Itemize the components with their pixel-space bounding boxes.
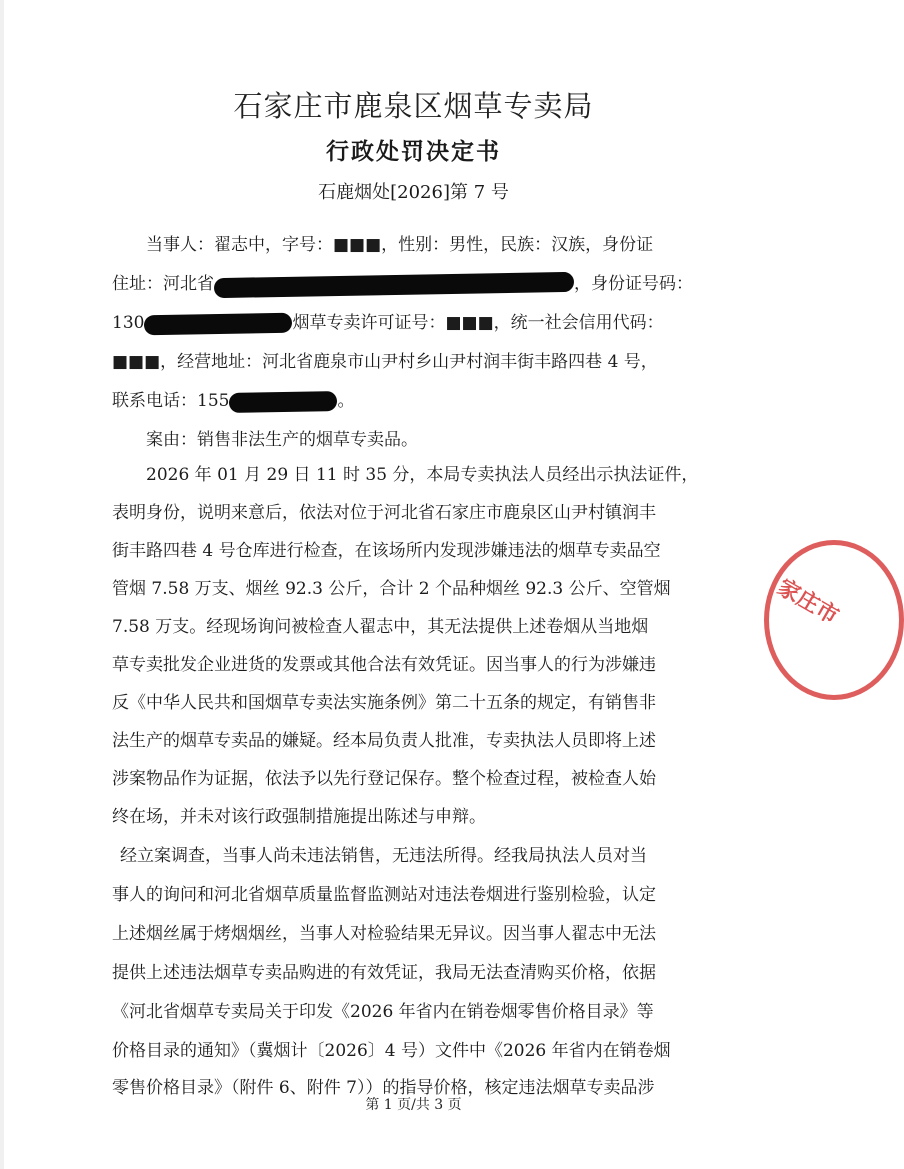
paragraph-line: 草专卖批发企业进货的发票或其他合法有效凭证。因当事人的行为涉嫌违 bbox=[112, 655, 656, 675]
paragraph-line: 零售价格目录》（附件 6、附件 7））的指导价格，核定违法烟草专卖品涉 bbox=[112, 1078, 655, 1098]
paragraph-line: 《河北省烟草专卖局关于印发《2026 年省内在销卷烟零售价格目录》等 bbox=[112, 1002, 654, 1022]
address-prefix: 住址：河北省 bbox=[112, 274, 214, 294]
paragraph-line: 事人的询问和河北省烟草质量监督监测站对违法卷烟进行鉴别检验，认定 bbox=[112, 885, 656, 905]
seal-text: 家庄市 bbox=[772, 574, 844, 630]
party-info-text: 当事人：翟志中，字号：■■■，性别：男性，民族：汉族，身份证 bbox=[146, 235, 654, 255]
business-address-line bbox=[112, 345, 658, 379]
paragraph-line: 反《中华人民共和国烟草专卖法实施条例》第二十五条的规定，有销售非 bbox=[112, 693, 656, 713]
id-number-label: ，身份证号码： bbox=[574, 274, 693, 294]
id-license-line bbox=[112, 306, 664, 340]
org-title: 石家庄市鹿泉区烟草专卖局 bbox=[233, 89, 594, 123]
paragraph-line: 提供上述违法烟草专卖品购进的有效凭证，我局无法查清购买价格，依据 bbox=[112, 963, 656, 983]
paragraph-line: 价格目录的通知》（冀烟计〔2026〕4 号）文件中《2026 年省内在销卷烟 bbox=[112, 1041, 671, 1061]
paragraph-line: 上述烟丝属于烤烟烟丝，当事人对检验结果无异议。因当事人翟志中无法 bbox=[112, 924, 656, 944]
redaction-address bbox=[214, 271, 574, 297]
scan-edge-left bbox=[0, 0, 4, 1169]
party-info-line bbox=[146, 228, 653, 262]
paragraph-line: 终在场，并未对该行政强制措施提出陈述与申辩。 bbox=[112, 807, 486, 827]
paragraph-line: 表明身份，说明来意后，依法对位于河北省石家庄市鹿泉区山尹村镇润丰 bbox=[112, 503, 656, 523]
document-title: 行政处罚决定书 bbox=[326, 138, 501, 165]
license-text: 烟草专卖许可证号：■■■，统一社会信用代码： bbox=[292, 313, 664, 333]
business-address-text: ■■■，经营地址：河北省鹿泉市山尹村乡山尹村润丰街丰路四巷 4 号， bbox=[112, 352, 658, 372]
phone-line bbox=[112, 384, 354, 418]
paragraph-line: 2026 年 01 月 29 日 11 时 35 分，本局专卖执法人员经出示执法证件， bbox=[146, 465, 699, 485]
case-reason: 案由：销售非法生产的烟草专卖品。 bbox=[146, 430, 418, 450]
id-number-prefix: 130 bbox=[112, 313, 145, 333]
paragraph-line: 7.58 万支。经现场询问被检查人翟志中，其无法提供上述卷烟从当地烟 bbox=[112, 617, 649, 637]
redaction-id-number bbox=[144, 312, 292, 335]
official-seal bbox=[764, 540, 904, 700]
paragraph-line: 涉案物品作为证据，依法予以先行登记保存。整个检查过程，被检查人始 bbox=[112, 769, 656, 789]
page-footer: 第 1 页/共 3 页 bbox=[365, 1097, 462, 1113]
document-number: 石鹿烟处[2026]第 7 号 bbox=[318, 182, 509, 203]
paragraph-line: 经立案调查，当事人尚未违法销售，无违法所得。经我局执法人员对当 bbox=[120, 846, 647, 866]
paragraph-line: 管烟 7.58 万支、烟丝 92.3 公斤，合计 2 个品种烟丝 92.3 公斤、空管烟 bbox=[112, 579, 671, 599]
address-line bbox=[112, 267, 693, 301]
paragraph-line: 法生产的烟草专卖品的嫌疑。经本局负责人批准，专卖执法人员即将上述 bbox=[112, 731, 656, 751]
phone-prefix: 联系电话：155 bbox=[112, 391, 230, 411]
paragraph-line: 街丰路四巷 4 号仓库进行检查，在该场所内发现涉嫌违法的烟草专卖品空 bbox=[112, 541, 661, 561]
phone-suffix: 。 bbox=[337, 391, 355, 411]
redaction-phone bbox=[229, 391, 337, 413]
